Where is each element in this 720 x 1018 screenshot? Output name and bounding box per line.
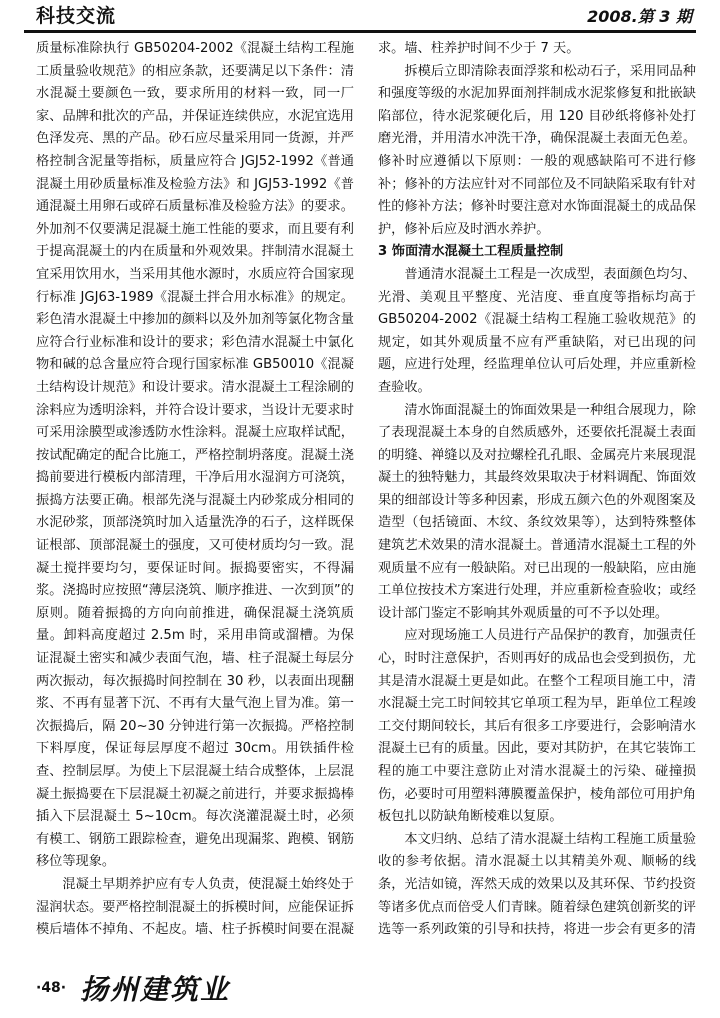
paragraph: 拆模后立即清除表面浮浆和松动石子，采用同品种和强度等级的水泥加界面剂拌制成水泥浆修复和批嵌缺陷部位，待水泥浆硬化后，用 120 目砂纸将修补处打磨光滑，并用清水冲洗干净，确保混凝土表面无色差。修补时应遵循以下原则：一般的观感缺陷可不进行修补；修补的方法应针对不同部位及不同缺陷采取有针对性的修补方法；修补时要注意对水饰面混凝土的成品保护，修补后应及时洒水养护。 xyxy=(378,63,696,237)
left-column xyxy=(36,38,354,944)
magazine-logo: 扬州建筑业 xyxy=(80,973,231,1006)
paragraph: 普通清水混凝土工程是一次成型，表面颜色均匀、光滑、美观且平整度、光洁度、垂直度等指标均高于 GB50204-2002《混凝土结构工程施工验收规范》的规定，如其外观质量不应有严重缺陷，对已出现的问题，应进行处理，经监理单位认可后处理，并应重新检查验收。 xyxy=(378,266,696,395)
right-column xyxy=(378,38,696,944)
paragraph: 本文归纳、总结了清水混凝土结构工程施工质量验收的参考依据。清水混凝土以其精美外观、顺畅的线条，光洁如镜，浑然天成的效果以及其环保、节约投资等诸多优点而倍受人们青睐。随着绿色建筑创新奖的评选等一系列政策的引导和扶持，将进一步会有更多的清 xyxy=(378,831,696,938)
issue-label: 2008.第 3 期 xyxy=(587,7,692,26)
section-heading: 3 饰面清水混凝土工程质量控制 xyxy=(378,244,564,260)
paragraph: 质量标准除执行 GB50204-2002《混凝土结构工程施工质量验收规范》的相应条款，还要满足以下条件：清水混凝土要颜色一致，要求所用的材料一致，同一厂家、品牌和批次的产品，并保证连续供应，水泥宜选用色泽发亮、黑的产品。砂石应尽量采用同一货源，并严格控制含泥量等指标，质量应符合 JGJ52-1992《普通混凝土用砂质量标准及检验方法》和 JGJ53-1992《普通混凝土用卵石或碎石质量标准及检验方法》的要求。外加剂不仅要满足混凝土施工性能的要求，而且要有利于提高混凝土的内在质量和外观效果。拌制清水混凝土宜采用饮用水，当采用其他水源时，水质应符合国家现行标准 JGJ63-1989《混凝土拌合用水标准》的规定。彩色清水混凝土中掺加的颜料以及外加剂等氯化物含量应符合行业标准和设计的要求；彩色清水混凝土中氯化物和碱的总含量应符合现行国家标准 GB50010《混凝土结构设计规范》和设计要求。清水混凝土工程涂刷的涂料应为透明涂料，并符合设计要求，当设计无要求时可采用涂膜型或渗透防水性涂料。混凝土应取样试配，按试配确定的配合比施工，严格控制坍落度。混凝土浇捣前要进行模板内部清理，干净后用水湿润方可浇筑，振捣方法要正确。根部先浇与混凝土内砂浆成分相同的水泥砂浆，顶部浇筑时加入适量洗净的石子，这样既保证根部、顶部混凝土的强度，又可使材质均匀一致。混凝土搅拌要均匀，要保证时间。振捣要密实，不得漏浆。浇捣时应按照“薄层浇筑、顺序推进、一次到顶”的原则。随着振捣的方向向前推进，确保混凝土浇筑质量。卸料高度超过 2.5m 时，采用串筒或溜槽。为保证混凝土密实和减少表面气泡，墙、柱子混凝土每层分两次振动，每次振捣时间控制在 30 秒，以表面出现翻浆、不再有显著下沉、不再有大量气泡上冒为准。第一次振捣后，隔 20~30 分钟进行第一次振捣。严格控制下料厚度，保证每层厚度不超过 30cm。用铁插件检查、控制层厚。为使上下层混凝土结合成整体，上层混凝土振捣要在下层混凝土初凝之前进行，并要求振捣棒插入下层混凝土 5~10cm。每次浇灌混凝土时，必须有模工、钢筋工跟踪检查，避免出现漏浆、跑模、钢筋移位等现象。 xyxy=(36,41,354,870)
paragraph: 混凝土早期养护应有专人负责，使混凝土始终处于湿润状态。要严格控制混凝土的拆模时间，应能保证拆模后墙体不掉角、不起皮。墙、柱子拆模时间要在混凝 xyxy=(36,876,354,938)
page-footer xyxy=(36,950,696,1010)
page-number: ·48· xyxy=(36,980,67,996)
article-body xyxy=(36,38,696,944)
page-header xyxy=(24,0,696,33)
paragraph: 求。墙、柱养护时间不少于 7 天。 xyxy=(378,41,580,56)
section-title: 科技交流 xyxy=(36,5,117,27)
paragraph: 清水饰面混凝土的饰面效果是一种组合展现力，除了表现混凝土本身的自然质感外，还要依托混凝土表面的明缝、禅缝以及对拉螺栓孔孔眼、金属亮片来展现混凝土的独特魅力，其最终效果取决于材料调配、饰面效果的细部设计等多种因素，形成五颜六色的外观图案及造型（包括镜面、木纹、条纹效果等），达到特殊整体建筑艺术效果的清水混凝土。普通清水混凝土工程的外观质量不应有一般缺陷。对已出现的一般缺陷，应由施工单位按技术方案进行处理，并应重新检查验收；或经设计部门鉴定不影响其外观质量的可不予以处理。 xyxy=(378,402,696,621)
paragraph: 应对现场施工人员进行产品保护的教育，加强责任心，时时注意保护，否则再好的成品也会受到损伤，尤其是清水混凝土更是如此。在整个工程项目施工中，清水混凝土完工时间较其它单项工程为早，距单位工程竣工交付期间较长，其后有很多工序要进行，会影响清水混凝土已有的质量。因此，要对其防护，在其它装饰工程的施工中要注意防止对清水混凝土的污染、碰撞损伤，必要时可用塑料薄膜覆盖保护，棱角部位可用护角板包扎以防缺角断棱难以复原。 xyxy=(378,628,696,825)
